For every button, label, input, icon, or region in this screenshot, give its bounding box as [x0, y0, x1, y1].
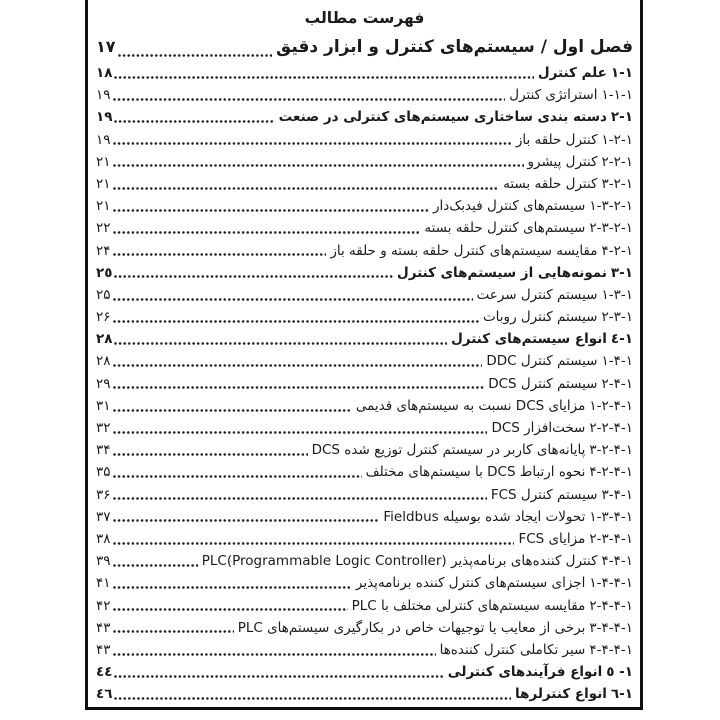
toc-entry — [96, 595, 633, 617]
entry-page-number: ۳۸ — [96, 530, 111, 547]
entry-title: مزایای FCS — [518, 530, 586, 547]
dot-leader — [113, 408, 352, 413]
entry-page-number: ۳۷ — [96, 508, 111, 525]
entry-title: علم کنترل — [537, 65, 607, 81]
entry-section-number: ۱-۳-۱ — [601, 286, 633, 303]
toc-entry — [96, 106, 633, 128]
toc-entry — [96, 528, 633, 550]
entry-section-number: ۲-۳-۱ — [601, 309, 633, 326]
entry-title: سیستم کنترل DDC — [486, 353, 598, 370]
dot-leader — [113, 208, 429, 213]
entry-section-number: ۱-۴-۱ — [601, 353, 633, 370]
dot-leader — [113, 430, 488, 435]
entry-page-number: ۲۱ — [96, 153, 111, 170]
entry-title: انواع سیستم‌های کنترل — [451, 331, 607, 348]
dot-leader — [113, 230, 421, 235]
dot-leader — [113, 297, 473, 302]
dot-leader — [113, 474, 362, 479]
entry-page-number: ۲۱ — [96, 198, 111, 215]
dot-leader — [113, 141, 512, 146]
toc-entry — [96, 306, 633, 328]
entry-title: اجزای سیستم‌های کنترل کننده برنامه‌پذیر — [355, 575, 586, 592]
entry-title: سخت‌افزار DCS — [491, 420, 586, 436]
entry-page-number: ۲۹ — [96, 375, 111, 392]
entry-section-number: ٤-۱ — [610, 331, 633, 348]
entry-section-number: ۴-۴-۴-۱ — [589, 641, 633, 658]
toc-entry — [96, 395, 633, 417]
entry-title: مقایسه سیستم‌های کنترلی مختلف با PLC — [351, 597, 586, 614]
entry-section-number: ۲-۳-۲-۱ — [589, 220, 633, 237]
dot-leader — [114, 274, 393, 279]
toc-entry — [96, 240, 633, 262]
entry-section-number: ۲-۴-۱ — [601, 375, 633, 392]
entry-page-number: ۳۹ — [96, 553, 111, 570]
dot-leader — [113, 97, 506, 102]
toc-entries — [96, 62, 633, 705]
entry-title: کنترل پیشرو — [527, 153, 598, 170]
entry-title: نحوه ارتباط DCS با سیستم‌های مختلف — [365, 464, 586, 481]
entry-title: برخی از معایب یا توجیهات خاص در بکارگیری سیستم‌های PLC — [237, 619, 586, 636]
toc-entry — [96, 506, 633, 528]
entry-page-number: ٤٦ — [96, 686, 113, 703]
entry-page-number: ۳۵ — [96, 464, 111, 481]
entry-page-number: ۲۱ — [96, 175, 111, 192]
entry-section-number: ۳-۲-۱ — [601, 175, 633, 192]
entry-section-number: ۱-۳-۴-۱ — [589, 508, 633, 525]
dot-leader — [113, 363, 483, 368]
entry-section-number: ۲-۲-۴-۱ — [589, 420, 633, 436]
entry-title: مقایسه سیستم‌های کنترل حلقه بسته و حلقه باز — [330, 242, 598, 259]
entry-page-number: ۱۹ — [96, 109, 113, 126]
entry-page-number: ۲۸ — [96, 353, 111, 370]
dot-leader — [113, 518, 380, 523]
entry-section-number: ۳-۱ — [610, 264, 633, 281]
entry-section-number: ۱-۲-۱ — [601, 131, 633, 148]
toc-entry — [96, 84, 633, 106]
entry-section-number: ٥ -۱ — [606, 664, 633, 681]
dot-leader — [113, 585, 352, 590]
entry-section-number: ۱-۳-۲-۱ — [589, 198, 633, 215]
dot-leader — [114, 696, 511, 701]
dot-leader — [114, 341, 447, 346]
chapter-page-number: ۱۷ — [96, 37, 116, 56]
toc-entry — [96, 62, 633, 84]
dot-leader — [113, 496, 487, 501]
entry-section-number: ۴-۲-۱ — [601, 242, 633, 259]
entry-title: سیستم‌های کنترل حلقه بسته — [424, 220, 586, 237]
toc-entry — [96, 173, 633, 195]
entry-title: کنترل حلقه بسته — [503, 175, 598, 192]
toc-entry — [96, 417, 633, 439]
dot-leader — [113, 163, 524, 168]
dot-leader — [113, 186, 500, 191]
entry-title: سیستم کنترل DCS — [488, 375, 598, 392]
entry-page-number: ۲۵ — [96, 286, 111, 303]
entry-section-number: ۱-۲-۴-۱ — [589, 397, 633, 414]
entry-title: نمونه‌هایی از سیستم‌های کنترل — [397, 264, 607, 281]
dot-leader — [118, 53, 272, 58]
entry-section-number: ۲-۲-۱ — [601, 153, 633, 170]
entry-page-number: ۳۴ — [96, 442, 111, 459]
entry-title: کنترل حلقه باز — [515, 131, 598, 148]
dot-leader — [114, 119, 274, 124]
chapter-label: فصل اول / سیستم‌های کنترل و ابزار دقیق — [276, 37, 633, 57]
entry-page-number: ۲۴ — [96, 242, 111, 259]
toc-entry — [96, 639, 633, 661]
entry-page-number: ۴۱ — [96, 575, 111, 592]
entry-section-number: ۳-۲-۴-۱ — [589, 442, 633, 459]
entry-title: دسته بندی ساختاری سیستم‌های کنترلی در صنعت — [278, 109, 607, 126]
entry-title: سیستم‌های کنترل فیدبک‌دار — [432, 198, 586, 215]
entry-section-number: ۲-۴-۴-۱ — [589, 597, 633, 614]
entry-title: پایانه‌های کاربر در سیستم کنترل توزیع شده DCS — [311, 442, 586, 459]
dot-leader — [113, 629, 234, 634]
page-frame — [85, 0, 643, 710]
entry-title: سیر تکاملی کنترل کننده‌ها — [439, 641, 586, 658]
toc-entry — [96, 572, 633, 594]
toc-content — [88, 0, 640, 707]
entry-section-number: ۱-۱-۱ — [601, 87, 633, 104]
entry-title: سیستم کنترل سرعت — [476, 286, 598, 303]
dot-leader — [114, 75, 533, 80]
toc-entry — [96, 262, 633, 284]
entry-section-number: ۲-۱ — [610, 109, 633, 126]
entry-title: استراتژی کنترل — [509, 87, 598, 104]
entry-title: سیستم کنترل FCS — [490, 486, 598, 503]
entry-title: تحولات ایجاد شده بوسیله Fieldbus — [383, 508, 586, 525]
entry-section-number: ۱-۱ — [610, 65, 633, 81]
toc-entry — [96, 328, 633, 350]
chapter-row — [96, 31, 633, 62]
toc-entry — [96, 683, 633, 705]
dot-leader — [113, 452, 308, 457]
dot-leader — [113, 385, 485, 390]
toc-entry — [96, 284, 633, 306]
dot-leader — [113, 541, 515, 546]
entry-page-number: ۲٥ — [96, 264, 113, 281]
toc-entry — [96, 195, 633, 217]
entry-section-number: ٦-۱ — [610, 686, 633, 703]
entry-section-number: ۴-۲-۴-۱ — [589, 464, 633, 481]
toc-entry — [96, 217, 633, 239]
entry-page-number: ٤٤ — [96, 664, 113, 681]
entry-page-number: ۱۸ — [96, 65, 113, 81]
entry-page-number: ۲۸ — [96, 331, 113, 348]
toc-entry — [96, 484, 633, 506]
entry-page-number: ۳۶ — [96, 486, 111, 503]
entry-title: سیستم کنترل روبات — [482, 309, 598, 326]
entry-title: کنترل کننده‌های برنامه‌پذیر PLC(Programmable Logic Controller) — [201, 553, 598, 570]
entry-title: انواع فرآیندهای کنترلی — [447, 664, 603, 681]
dot-leader — [113, 252, 327, 257]
dot-leader — [113, 563, 198, 568]
dot-leader — [113, 607, 348, 612]
dot-leader — [113, 319, 479, 324]
entry-title: انواع کنترلرها — [515, 686, 607, 703]
toc-entry — [96, 439, 633, 461]
toc-entry — [96, 461, 633, 483]
entry-page-number: ۲۶ — [96, 309, 111, 326]
entry-section-number: ۴-۴-۱ — [601, 553, 633, 570]
toc-entry — [96, 151, 633, 173]
entry-section-number: ۱-۴-۴-۱ — [589, 575, 633, 592]
dot-leader — [114, 674, 443, 679]
entry-section-number: ۲-۳-۴-۱ — [589, 530, 633, 547]
dot-leader — [113, 652, 436, 657]
entry-page-number: ۴۲ — [96, 597, 111, 614]
entry-section-number: ۳-۴-۱ — [601, 486, 633, 503]
toc-entry — [96, 350, 633, 372]
toc-entry — [96, 661, 633, 683]
entry-title: مزایای DCS نسبت به سیستم‌های قدیمی — [355, 397, 586, 414]
toc-entry — [96, 373, 633, 395]
toc-entry — [96, 550, 633, 572]
entry-page-number: ۴۳ — [96, 641, 111, 658]
toc-entry — [96, 617, 633, 639]
entry-page-number: ۴۳ — [96, 619, 111, 636]
entry-page-number: ۳۱ — [96, 397, 111, 414]
entry-page-number: ۲۲ — [96, 220, 111, 237]
toc-entry — [96, 129, 633, 151]
entry-section-number: ۳-۴-۴-۱ — [589, 619, 633, 636]
entry-page-number: ۳۲ — [96, 420, 111, 436]
entry-page-number: ۱۹ — [96, 131, 111, 148]
page-title: فهرست مطالب — [304, 9, 425, 27]
entry-page-number: ۱۹ — [96, 87, 111, 104]
